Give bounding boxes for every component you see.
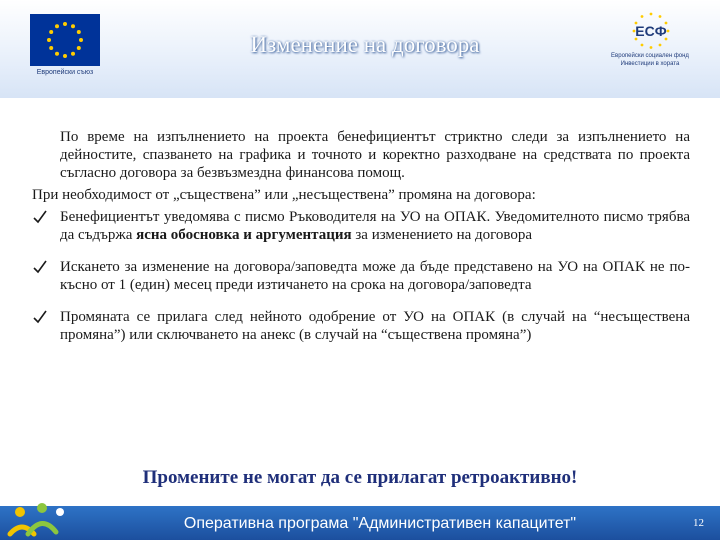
eu-flag-logo [30, 14, 100, 66]
intro-paragraph: По време на изпълнението на проекта бенефициентът стриктно следи за изпълнението на дейностите, спазването на графика и точното и коректно разходване на средствата по проекта съгласно договора за безвъзмездна финансова помощ. [60, 129, 690, 181]
checkmark-icon [32, 308, 48, 326]
checkmark-icon [32, 208, 48, 226]
bullet1-text-start: Бенефициентът уведомява с писмо Ръководителя на УО на ОПАК. Уведомителното писмо трябва да съдържа [60, 209, 690, 243]
list-item [32, 208, 690, 244]
bullet1-emphasis: ясна обосновка и аргументация [136, 227, 352, 243]
page-number: 12 [693, 517, 704, 529]
bullet3-text: Промяната се прилага след нейното одобрение от УО на ОПАК (в случай на “несъществена промяна”) или сключването на анекс (в случай на “съществена промяна”) [60, 309, 690, 343]
program-logo-icon [6, 500, 70, 540]
esf-logo-text: ЕСФ [635, 23, 667, 39]
esf-logo [620, 10, 682, 50]
lead-paragraph: При необходимост от „съществена” или „несъществена” промяна на договора: [32, 187, 536, 203]
slide-header [0, 0, 720, 98]
bullet1-text-end: за изменението на договора [355, 227, 533, 243]
eu-caption: Европейски съюз [36, 69, 94, 76]
bullet2-text: Искането за изменение на договора/заповедта може да бъде представено на УО на ОПАК не по-късно от 1 (един) месец преди изтичането на срока на договора/заповедта [60, 259, 690, 293]
program-name: Оперативна програма "Административен капацитет" [183, 515, 577, 532]
slide-footer [0, 506, 720, 540]
page-title: Изменение на договора [250, 32, 480, 57]
list-item [32, 258, 690, 294]
checkmark-icon [32, 258, 48, 276]
list-item [32, 308, 690, 344]
slide-body [32, 128, 690, 344]
esf-caption-line2: Инвестиции в хората [620, 61, 680, 67]
esf-caption-line1: Европейски социален фонд [611, 53, 689, 59]
conclusion-statement: Промените не могат да се прилагат ретроактивно! [142, 467, 578, 488]
esf-caption [600, 52, 700, 68]
